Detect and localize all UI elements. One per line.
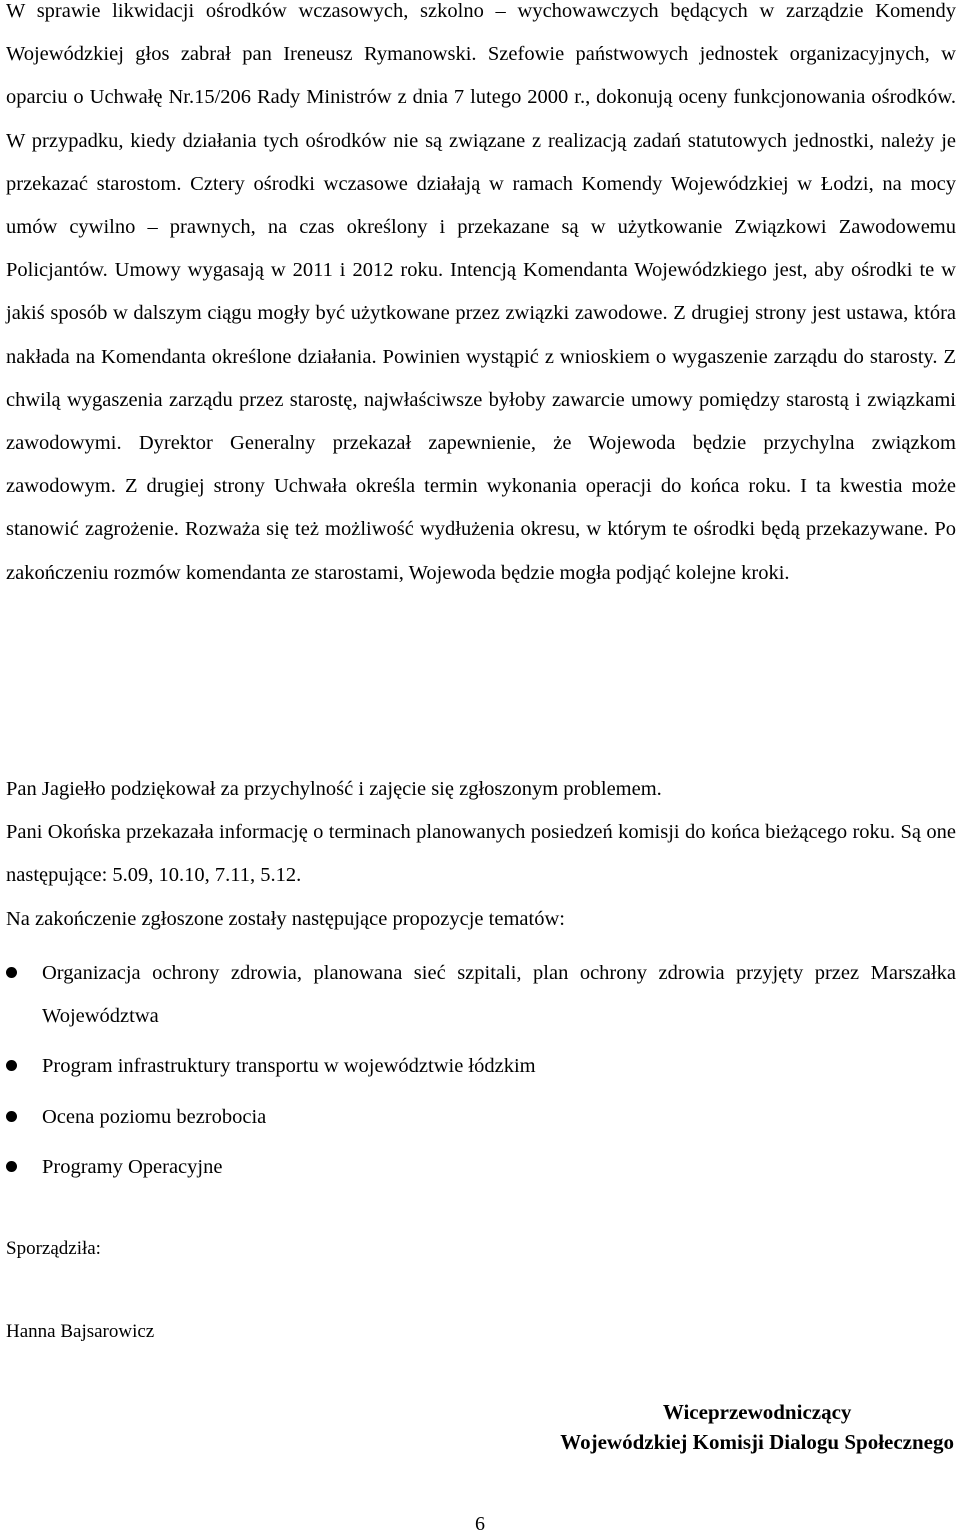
topic-text: Program infrastruktury transportu w województwie łódzkim (42, 1055, 536, 1078)
list-item (0, 1045, 956, 1088)
signature-block (560, 1397, 954, 1457)
list-item (0, 1146, 956, 1189)
paragraph-meeting-dates: Pani Okońska przekazała informację o terminach planowanych posiedzeń komisji do końca bieżącego roku. Są one następujące: 5.09, 10.10, 7.11, 5.12. (6, 821, 956, 887)
signature-organization: Wojewódzkiej Komisji Dialogu Społecznego (560, 1430, 954, 1454)
topic-text: Organizacja ochrony zdrowia, planowana sieć szpitali, plan ochrony zdrowia przyjęty przez Marszałka Województwa (42, 962, 956, 1028)
page-number: 6 (475, 1513, 485, 1535)
prepared-by-label: Sporządziła: (6, 1238, 101, 1259)
topic-text: Ocena poziomu bezrobocia (42, 1105, 267, 1128)
paragraph-resorts-liquidation: W sprawie likwidacji ośrodków wczasowych, szkolno – wychowawczych będących w zarządzie Komendy Wojewódzkiej głos zabrał pan Ireneusz Rymanowski. Szefowie państwowych jednostek organizacyjnych, w oparciu o Uchwałę Nr.15/206 Rady Ministrów z dnia 7 lutego 2000 r., dokonują oceny funkcjonowania ośrodków. W przypadku, kiedy działania tych ośrodków nie są związane z realizacją zadań statutowych jednostki, należy je przekazać starostom. Cztery ośrodki wczasowe działają w ramach Komendy Wojewódzkiej w Łodzi, na mocy umów cywilno – prawnych, na czas określony i przekazane są w użytkowanie Związkowi Zawodowemu Policjantów. Umowy wygasają w 2011 i 2012 roku. Intencją Komendanta Wojewódzkiego jest, aby ośrodki te w jakiś sposób w dalszym ciągu mogły być użytkowane przez związki zawodowe. Z drugiej strony jest ustawa, która nakłada na Komendanta określone działania. Powinien wystąpić z wnioskiem o wygaszenie zarządu do starosty. Z chwilą wygaszenia zarządu przez starostę, najwłaściwsze byłoby zawarcie umowy pomiędzy starostą i związkami zawodowymi. Dyrektor Generalny przekazał zapewnienie, że Wojewoda będzie przychylna związkom zawodowym. Z drugiej strony Uchwała określa termin wykonania operacji do końca roku. I ta kwestia może stanowić zagrożenie. Rozważa się też możliwość wydłużenia okresu, w którym te ośrodki będą przekazywane. Po zakończeniu rozmów komendanta ze starostami, Wojewoda będzie mogła podjąć kolejne kroki. (6, 0, 956, 584)
bullet-icon (6, 967, 17, 978)
paragraph-thanks: Pan Jagiełło podziękował za przychylność i zajęcie się zgłoszonym problemem. (6, 778, 662, 800)
bullet-icon (6, 1161, 17, 1172)
paragraph-topics-intro: Na zakończenie zgłoszone zostały następujące propozycje tematów: (6, 908, 565, 930)
list-item (0, 1096, 956, 1139)
topics-list (0, 952, 956, 1196)
bullet-icon (6, 1111, 17, 1122)
bullet-icon (6, 1060, 17, 1071)
prepared-by-name: Hanna Bajsarowicz (6, 1321, 155, 1342)
list-item (0, 952, 956, 1038)
signature-title: Wiceprzewodniczący (662, 1400, 852, 1424)
topic-text: Programy Operacyjne (42, 1155, 223, 1178)
